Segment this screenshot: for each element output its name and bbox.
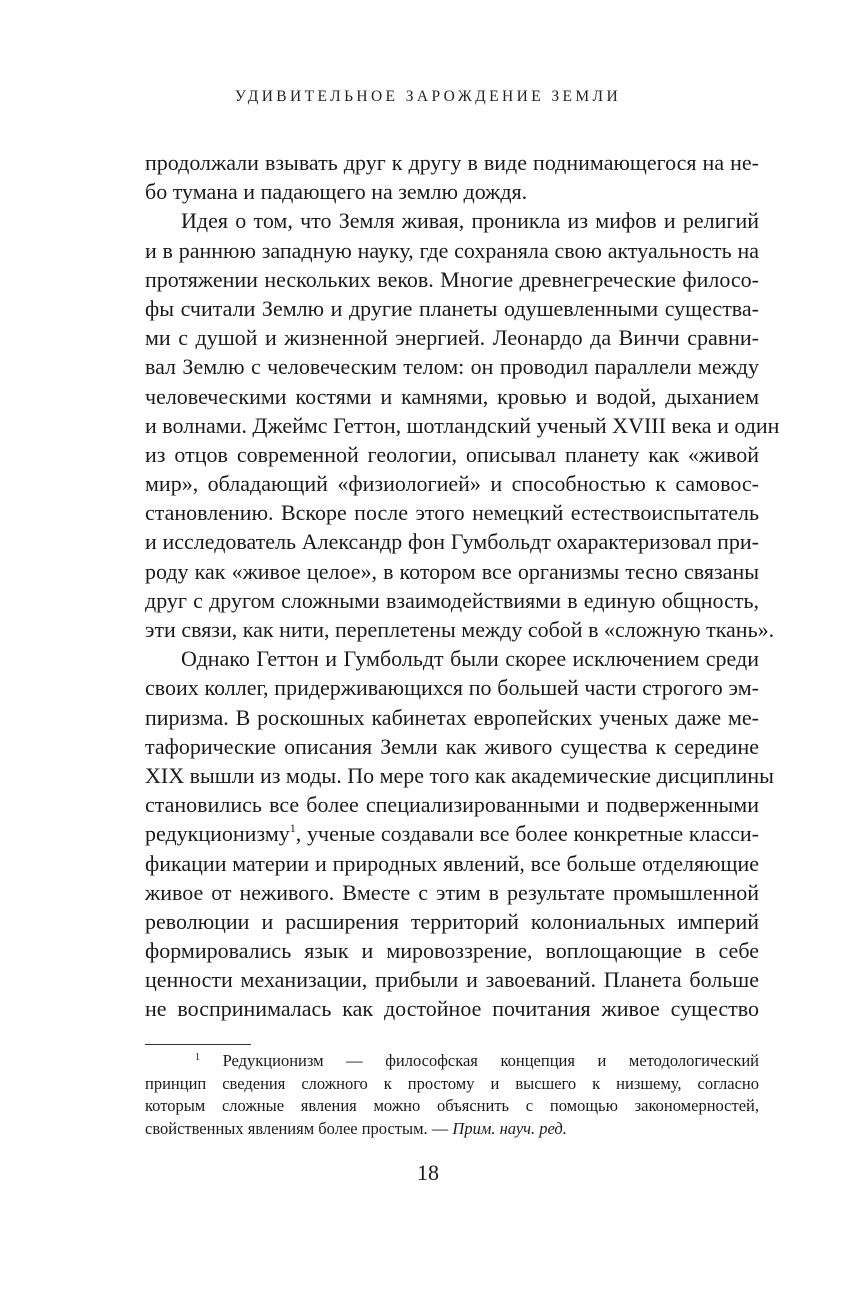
text-line: человеческими костями и камнями, кровью и водой, дыханием — [145, 383, 759, 409]
body-text — [145, 148, 780, 1024]
text-line: революции и расширения территорий колониальных империй — [145, 908, 759, 934]
editor-note: Прим. науч. ред. — [452, 1118, 567, 1138]
text-line: становлению. Вскоре после этого немецкий естествоиспытатель — [145, 500, 759, 526]
running-head: УДИВИТЕЛЬНОЕ ЗАРОЖДЕНИЕ ЗЕМЛИ — [234, 88, 622, 105]
footnote-line — [145, 1118, 759, 1141]
footnote-line: принцип сведения сложного к простому и высшего к низшему, согласно — [145, 1073, 759, 1093]
text-line: формировались язык и мировоззрение, воплощающие в себе — [145, 938, 759, 964]
text-line: Идея о том, что Земля живая, проникла из мифов и религий — [181, 208, 759, 234]
text-line: бо тумана и падающего на землю дождя. — [145, 179, 528, 205]
text-line: тафорические описания Земли как живого существа к середине — [145, 733, 759, 759]
footnote-reference: 1 — [289, 821, 296, 836]
text-line: эти связи, как нити, переплетены между собой в «сложную ткань». — [145, 617, 775, 642]
page-number: 18 — [417, 1160, 439, 1185]
text-line: роду как «живое целое», в котором все организмы тесно связаны — [145, 558, 759, 584]
text-line: Однако Геттон и Гумбольдт были скорее исключением среди — [181, 646, 759, 672]
text-line: и в раннюю западную науку, где сохраняла свою актуальность на — [145, 237, 759, 263]
text-line: вал Землю с человеческим телом: он проводил параллели между — [145, 354, 759, 380]
footnote-line: которым сложные явления можно объяснить с помощью закономерностей, — [145, 1096, 759, 1115]
text-fragment: свойственных явлениям более простым. — — [145, 1118, 453, 1138]
text-line: живое от неживого. Вместе с этим в результате промышленной — [145, 879, 759, 905]
text-line: друг с другом сложными взаимодействиями в единую общность, — [145, 587, 759, 613]
text-line: своих коллег, придерживающихся по большей части строгого эм- — [145, 675, 759, 701]
footnote — [145, 1050, 759, 1140]
footnote-separator — [145, 1044, 251, 1045]
text-line: ценности механизации, прибыли и завоеваний. Планета больше — [145, 967, 759, 993]
text-line: и исследователь Александр фон Гумбольдт охарактеризовал при- — [145, 529, 759, 555]
text-line: мир», обладающий «физиологией» и способностью к самовос- — [145, 471, 759, 497]
text-fragment: редукционизму — [145, 821, 290, 847]
text-line: XIX вышли из моды. По мере того как академические дисциплины — [145, 762, 774, 788]
text-fragment: , ученые создавали все более конкретные класси- — [295, 821, 759, 847]
footnote-line — [145, 1050, 759, 1073]
text-line-with-footnote-ref — [145, 819, 759, 848]
text-line: становились все более специализированными и подверженными — [145, 792, 759, 818]
text-fragment: Редукционизм — философская концепция и методологический — [200, 1051, 759, 1070]
text-line: из отцов современной геологии, описывал планету как «живой — [145, 441, 759, 467]
text-line: не воспринималась как достойное почитания живое существо — [145, 996, 759, 1022]
text-line: ми с душой и жизненной энергией. Леонардо да Винчи сравни- — [145, 325, 759, 351]
text-line: и волнами. Джеймс Геттон, шотландский ученый XVIII века и один — [145, 412, 780, 438]
text-line: фикации материи и природных явлений, все больше отделяющие — [145, 850, 759, 876]
text-line: протяжении нескольких веков. Многие древнегреческие филосо- — [145, 266, 759, 292]
text-line: продолжали взывать друг к другу в виде поднимающегося на не- — [145, 150, 759, 175]
footnote-marker: 1 — [195, 1052, 200, 1063]
text-line: пиризма. В роскошных кабинетах европейских ученых даже ме- — [145, 704, 759, 730]
text-line: фы считали Землю и другие планеты одушевленными существа- — [145, 295, 759, 321]
